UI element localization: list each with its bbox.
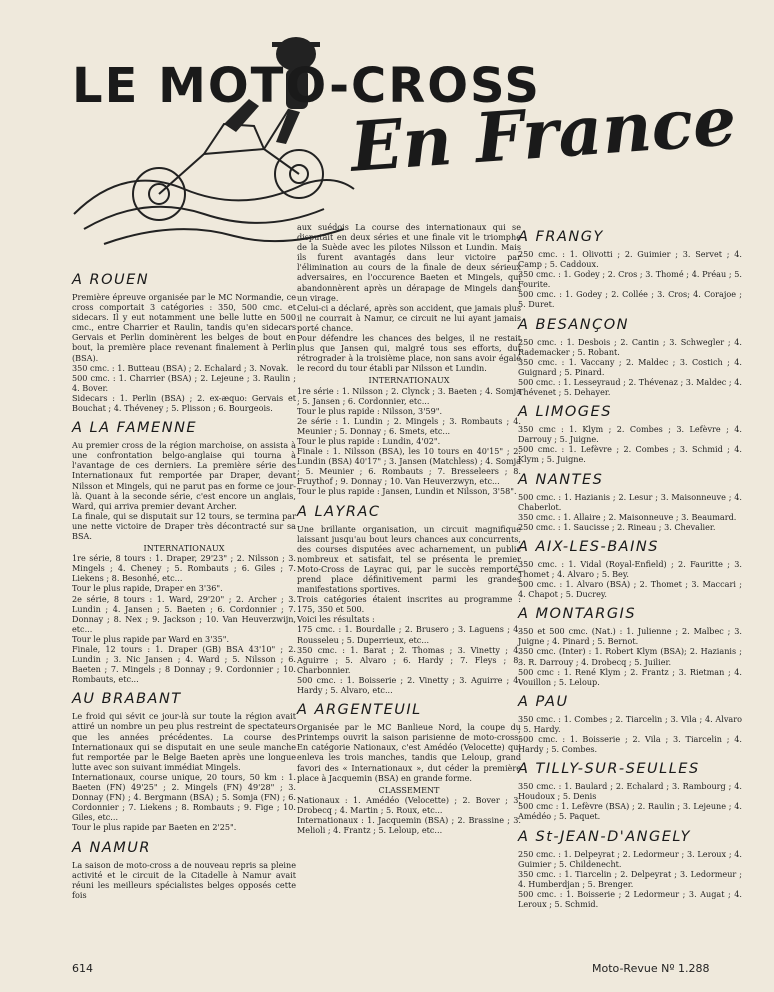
section-heading: A NANTES (518, 471, 604, 488)
paragraph: Tour le plus rapide : Lundin, 4'02". (297, 435, 441, 446)
paragraph: 350 cmc. : 1. Vidal (Royal-Enfield) ; 2. Fauritte ; 3. Thomet ; 4. Alvaro ; 5. Bey. (518, 558, 742, 579)
paragraph: 350 cmc. (Inter) : 1. Robert Klym (BSA); 2. Hazianis ; 3. R. Darrouy ; 4. Drobecq ; 5. Juilier. (518, 646, 742, 667)
column-1 (72, 265, 296, 900)
paragraph: 500 cmc. : 1. Lefèvre ; 2. Combes ; 3. Schmid ; 4. Klym ; 5. Juigne. (518, 444, 742, 465)
paragraph: aux suédois La course des internationaux qui se disputait en deux séries et une finale vit le triomphe de la Suède avec les pilotes Nilsson et Lundin. Mais ils furent avantagés dans leur victoire par l'élimination au cours de la finale de deux sérieux adversaires, en l'occurence Baeten et Mingels, qui abandonnèrent après un dérapage de Mingels dans un virage. (297, 222, 521, 303)
section-heading: A AIX-LES-BAINS (518, 538, 659, 555)
paragraph: Organisée par le MC Banlieue Nord, la coupe du Printemps ouvrit la saison parisienne de moto-cross. En catégorie Nationaux, c'est Amédéo (Velocette) qui enleva les trois manches, tandis que Leloup, grand favori des « Internationaux », dut céder la première place à Jacquemin (BSA) en grande forme. (297, 722, 521, 783)
section-heading: A LIMOGES (518, 404, 612, 421)
subheading: INTERNATIONAUX (143, 543, 225, 554)
paragraph: 350 cmc : 1. Klym ; 2. Combes ; 3. Lefèvre ; 4. Darrouy ; 5. Juigne. (518, 424, 742, 445)
paragraph: Tour le plus rapide, Draper en 3'36". (72, 583, 223, 594)
paragraph: Au premier cross de la région marchoise, on assista à une confrontation belgo-anglaise qui tourna à l'avantage de ces derniers. La première série des Internationaux fut remportée par Draper, devant Nilsson et Mingels, qui ne parut pas en forme ce jour-là. Quant à la seconde série, c'est encore un anglais, Ward, qui arriva premier devant Archer. (72, 440, 296, 511)
paragraph: Tour le plus rapide : Jansen, Lundin et Nilsson, 3'58". (297, 486, 517, 497)
paragraph: Pour défendre les chances des belges, il ne restait plus que Jansen qui, malgré tous ses efforts, dut rétrograder à la troisième place, non sans avoir égalé le record du tour établi par Nilsson et Lundin. (297, 333, 521, 374)
paragraph: Internationaux, course unique, 20 tours, 50 km : 1. Baeten (FN) 49'25" ; 2. Mingels (FN) 49'28" ; 3. Donnay (FN) ; 4. Bergmann (BSA) ; 5. Somja (FN) ; 6. Cordonnier ; 7. Liekens ; 8. Rombauts ; 9. Fige ; 10. Giles, etc... (72, 771, 296, 823)
paragraph: Première épreuve organisée par le MC Normandie, ce cross comportait 3 catégories : 350, 500 cmc. et sidecars. Il y eut notamment une belle lutte en 500 cmc., entre Charrier et Raulin, tandis qu'en sidecars Gervais et Perlin dominèrent les belges de bout en bout, la première place revenant finalement à Perlin (BSA). (72, 292, 296, 363)
paragraph: 250 cmc. : 1. Olivotti ; 2. Guimier ; 3. Servet ; 4. Camp ; 5. Caddoux. (518, 249, 742, 270)
paragraph: Trois catégories étaient inscrites au programme : 175, 350 et 500. (297, 594, 521, 615)
paragraph: 350 cmc. : 1. Baulard ; 2. Echalard ; 3. Rambourg ; 4. Houdoux ; 5. Denis (518, 781, 742, 802)
paragraph: 2e série, 8 tours : 1. Ward, 29'20" ; 2. Archer ; 3. Lundin ; 4. Jansen ; 5. Baeten ; 6. Cordonnier ; 7. Donnay ; 8. Nex ; 9. Jackson ; 10. Van Heuverzwijn, etc... (72, 593, 296, 634)
section-heading: A BESANÇON (518, 316, 629, 333)
paragraph: 350 cmc. : 1. Combes ; 2. Tiarcelin ; 3. Vila ; 4. Alvaro ; 5. Hardy. (518, 713, 742, 734)
section-heading: A PAU (518, 693, 569, 710)
section-heading: A LAYRAC (297, 503, 381, 520)
paragraph: 350 cmc. : 1. Butteau (BSA) ; 2. Echalard ; 3. Novak. (72, 362, 289, 373)
paragraph: 350 cmc. : 1. Allaire ; 2. Maisonneuve ; 3. Beaumard. (518, 511, 737, 522)
column-3 (518, 222, 742, 909)
section-heading: A LA FAMENNE (72, 420, 198, 437)
section-heading: A NAMUR (72, 839, 151, 856)
paragraph: 500 cmc : 1. René Klym ; 2. Frantz ; 3. Rietman ; 4. Vouillon ; 5. Leloup. (518, 666, 742, 687)
paragraph: 500 cmc. : 1. Boisserie ; 2. Vinetty ; 3. Aguirre ; 4. Hardy ; 5. Alvaro, etc... (297, 674, 521, 696)
paragraph: 500 cmc. : 1. Lesseyraud ; 2. Thévenaz ; 3. Maldec ; 4. Thévenet ; 5. Dehayer. (518, 376, 742, 398)
paragraph: 2e série : 1. Lundin ; 2. Mingels ; 3. Rombauts ; 4. Meunier ; 5. Donnay ; 6. Smets, etc... (297, 415, 521, 436)
paragraph: Tour le plus rapide par Baeten en 2'25". (72, 822, 237, 833)
section-heading: A ARGENTEUIL (297, 702, 422, 719)
paragraph: Nationaux : 1. Amédéo (Velocette) ; 2. Bover ; 3. Drobecq ; 4. Martin ; 5. Roux, etc... (297, 794, 521, 815)
paragraph: 500 cmc. : 1. Boisserie ; 2 Ledormeur ; 3. Augat ; 4. Leroux ; 5. Schmid. (518, 888, 742, 910)
paragraph: La finale, qui se disputait sur 12 tours, se termina par une nette victoire de Draper très décontracté sur sa BSA. (72, 510, 296, 541)
paragraph: 500 cmc. : 1. Godey ; 2. Collée ; 3. Cros; 4. Corajoe ; 5. Duret. (518, 289, 742, 310)
section-heading: AU BRABANT (72, 691, 182, 708)
paragraph: La saison de moto-cross a de nouveau repris sa pleine activité et le circuit de la Citadelle à Namur avait réuni les meilleurs spécialistes belges opposés cette fois (72, 859, 296, 900)
section-heading: A FRANGY (518, 229, 604, 245)
paragraph: 1re série, 8 tours : 1. Draper, 29'23" ; 2. Nilsson ; 3. Mingels ; 4. Cheney ; 5. Rombauts ; 6. Giles ; 7. Liekens ; 8. Besonhé, etc... (72, 553, 296, 584)
paragraph: Le froid qui sévit ce jour-là sur toute la région avait attiré un nombre un peu plus restreint de spectateurs que les années précédentes. La course des Internationaux qui se disputait en une seule manche fut remportée par le Belge Baeten après une longue lutte avec son suivant immédiat Mingels. (72, 711, 296, 772)
paragraph: 350 cmc. : 1. Barat ; 2. Thomas ; 3. Vinetty ; 4. Aguirre ; 5. Alvaro ; 6. Hardy ; 7. Fleys ; 8. Charbonnier. (297, 644, 521, 675)
paragraph: Une brillante organisation, un circuit magnifique laissant jusqu'au bout leurs chances aux concurrents, des courses disputées avec acharnement, un public nombreux et satisfait, tel se présenta le premier Moto-Cross de Layrac qui, par le succès remporté, prend place définitivement parmi les grandes manifestations sportives. (297, 523, 521, 595)
paragraph: Celui-ci a déclaré, après son accident, que jamais plus il ne courrait à Namur, ce circuit ne lui ayant jamais porté chance. (297, 302, 521, 333)
paragraph: 350 cmc. : 1. Vaccany ; 2. Maldec ; 3. Costich ; 4. Guignard ; 5. Pinard. (518, 356, 742, 377)
paragraph: Sidecars : 1. Perlin (BSA) ; 2. ex-æquo: Gervais et Bouchat ; 4. Théveney ; 5. Plisson ; 6. Bourgeois. (72, 392, 296, 414)
section-heading: A MONTARGIS (518, 606, 637, 623)
page-subtitle: En France (348, 81, 739, 188)
paragraph: Finale : 1. Nilsson (BSA), les 10 tours en 40'15" ; 2. Lundin (BSA) 40'17" ; 3. Jansen (Matchless) ; 4. Somja ; 5. Meunier ; 6. Rombauts ; 7. Bresseleers ; 8. Fruythof ; 9. Donnay ; 10. Van Heuverzwyn, etc... (297, 446, 522, 487)
paragraph: 250 cmc. : 1. Desbois ; 2. Cantin ; 3. Schwegler ; 4. Rademacker ; 5. Robant. (518, 336, 742, 357)
publication-name: Moto-Revue Nº 1.288 (592, 962, 710, 975)
paragraph: 500 cmc. : 1. Hazianis ; 2. Lesur ; 3. Maisonneuve ; 4. Chaberlot. (518, 491, 742, 512)
paragraph: Voici les résultats : (297, 614, 375, 625)
paragraph: Tour le plus rapide par Ward en 3'35". (72, 633, 230, 644)
subheading: CLASSEMENT (378, 784, 440, 795)
column-2 (297, 222, 521, 835)
paragraph: 250 cmc. : 1. Delpeyrat ; 2. Ledormeur ; 3. Leroux ; 4. Guimier ; 5. Childenecht. (518, 848, 742, 869)
paragraph: 350 cmc. : 1. Godey ; 2. Cros ; 3. Thomé ; 4. Préau ; 5. Fourite. (518, 269, 742, 290)
paragraph: Tour le plus rapide : Nilsson, 3'59". (297, 405, 443, 416)
paragraph: 350 et 500 cmc. (Nat.) : 1. Julienne ; 2. Malbec ; 3. Juigne ; 4. Pinard ; 5. Bernot. (518, 626, 742, 647)
paragraph: 1re série : 1. Nilsson ; 2. Clynck ; 3. Baeten ; 4. Somja ; 5. Jansen ; 6. Cordonnier, etc... (297, 385, 521, 406)
paragraph: 350 cmc. : 1. Tiarcelin ; 2. Delpeyrat ; 3. Ledormeur ; 4. Humberdjan ; 5. Brenger. (518, 868, 742, 889)
page-number: 614 (72, 962, 93, 975)
subheading: INTERNATIONAUX (368, 375, 450, 386)
paragraph: 250 cmc. : 1. Saucisse ; 2. Rineau ; 3. Chevalier. (518, 521, 716, 532)
paragraph: 500 cmc. : 1. Charrier (BSA) ; 2. Lejeune ; 3. Raulin ; 4. Bover. (72, 372, 296, 393)
paragraph: 175 cmc. : 1. Bourdalle ; 2. Brusero ; 3. Laguens ; 4. Rousseleu ; 5. Duperrieux, etc... (297, 624, 521, 645)
paragraph: 500 cmc. : 1. Boisserie ; 2. Vila ; 3. Tiarcelin ; 4. Hardy ; 5. Combes. (518, 734, 742, 755)
section-heading: A TILLY-SUR-SEULLES (518, 761, 700, 778)
section-heading: A ROUEN (72, 272, 150, 288)
section-heading: A St-JEAN-D'ANGELY (518, 828, 691, 845)
paragraph: 500 cmc : 1. Lefèvre (BSA) ; 2. Raulin ; 3. Lejeune ; 4. Amédéo ; 5. Paquet. (518, 801, 742, 822)
page-title: LE MOTO-CROSS (72, 58, 541, 114)
paragraph: Finale, 12 tours : 1. Draper (GB) BSA 43'10" ; 2. Lundin ; 3. Nic Jansen ; 4. Ward ; 5. Nilsson ; 6. Baeten ; 7. Mingels ; 8 Donnay ; 9. Cordonnier ; 10. Rombauts, etc... (72, 644, 296, 685)
paragraph: 500 cmc. : 1. Alvaro (BSA) ; 2. Thomet ; 3. Maccari ; 4. Chapot ; 5. Ducrey. (518, 579, 742, 600)
paragraph: Internationaux : 1. Jacquemin (BSA) ; 2. Brassine ; 3. Melioli ; 4. Frantz ; 5. Leloup, etc... (297, 814, 521, 836)
